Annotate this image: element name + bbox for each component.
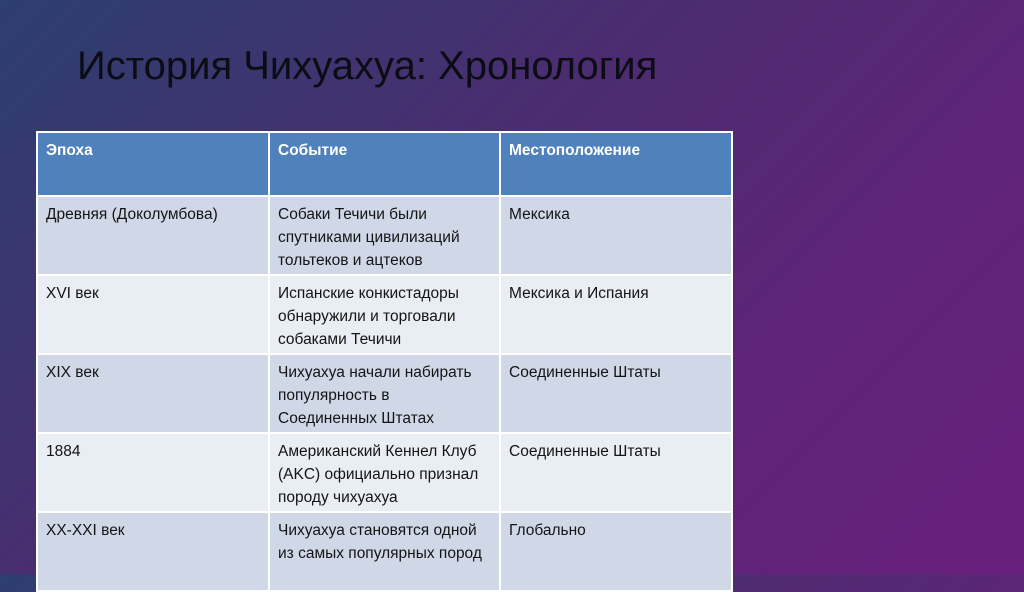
- slide-title: История Чихуахуа: Хронология: [77, 44, 658, 88]
- table-row: [37, 354, 732, 433]
- header-event: Событие: [269, 132, 500, 196]
- table-row: [37, 433, 732, 512]
- table-row: [37, 512, 732, 591]
- table-row: [37, 196, 732, 275]
- cell-location: Соединенные Штаты: [500, 433, 732, 512]
- cell-location: Мексика и Испания: [500, 275, 732, 354]
- cell-era: 1884: [37, 433, 269, 512]
- cell-era: XX-XXI век: [37, 512, 269, 591]
- cell-era: Древняя (Доколумбова): [37, 196, 269, 275]
- cell-location: Мексика: [500, 196, 732, 275]
- header-era: Эпоха: [37, 132, 269, 196]
- cell-event: Чихуахуа начали набирать популярность в Соединенных Штатах: [269, 354, 500, 433]
- cell-location: Соединенные Штаты: [500, 354, 732, 433]
- table-row: [37, 275, 732, 354]
- cell-event: Собаки Течичи были спутниками цивилизаций тольтеков и ацтеков: [269, 196, 500, 275]
- cell-event: Американский Кеннел Клуб (AKC) официально признал породу чихуахуа: [269, 433, 500, 512]
- header-location: Местоположение: [500, 132, 732, 196]
- cell-event: Испанские конкистадоры обнаружили и торговали собаками Течичи: [269, 275, 500, 354]
- cell-location: Глобально: [500, 512, 732, 591]
- cell-era: XVI век: [37, 275, 269, 354]
- cell-event: Чихуахуа становятся одной из самых популярных пород: [269, 512, 500, 591]
- table-header-row: [37, 132, 732, 196]
- chronology-table: [36, 131, 733, 592]
- cell-era: XIX век: [37, 354, 269, 433]
